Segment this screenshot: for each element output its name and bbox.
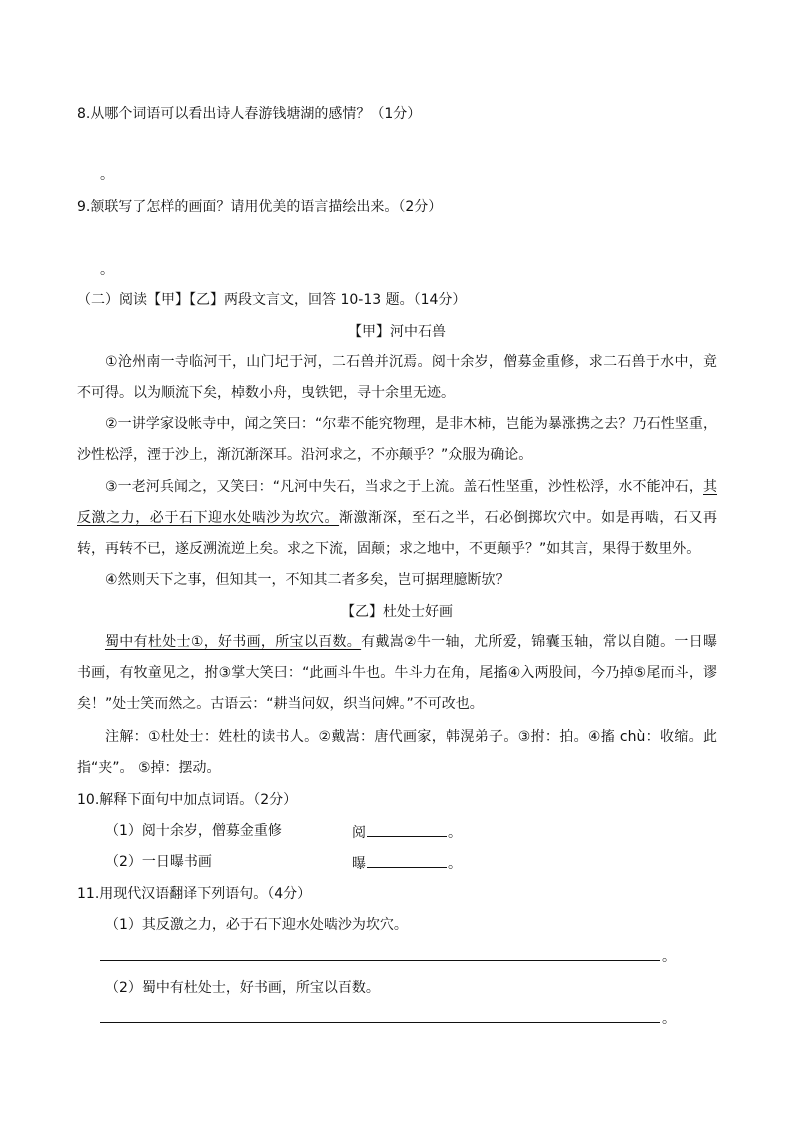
passage-yi-para-1 — [77, 627, 717, 720]
q10-item-2-answer — [352, 853, 462, 873]
para-3-lead: ③一老河兵闻之，又笑曰：“凡河中失石，当求之于上流。盖石性坚重，沙性松浮，水不能冲石， — [105, 479, 703, 495]
q11-item-1: （1）其反激之力，必于石下迎水处啮沙为坎穴。 — [105, 917, 408, 933]
answer-end-mark: 。 — [100, 167, 114, 183]
passage-jia-para-2: ②一讲学家设帐寺中，闻之笑曰：“尔辈不能究物理，是非木柿，岂能为暴涨携之去？乃石性坚重，沙性松浮，湮于沙上，渐沉渐深耳。沿河求之，不亦颠乎？”众服为确论。 — [77, 416, 717, 463]
q10-item-1-answer — [352, 822, 462, 842]
passage-jia-title: 【甲】河中石兽 — [348, 324, 446, 340]
question-11: 11.用现代汉语翻译下列语句。（4分） — [77, 886, 312, 902]
answer-end-mark: 。 — [662, 949, 676, 965]
passage-jia-para-3 — [77, 472, 717, 565]
q10-item-2: （2）一日曝书画 — [105, 854, 212, 870]
underlined-sentence: 蜀中有杜处士①，好书画，所宝以百数。 — [105, 634, 362, 650]
answer-end-mark: 。 — [662, 1011, 676, 1027]
answer-end-mark: 。 — [100, 262, 114, 278]
question-8: 8.从哪个词语可以看出诗人春游钱塘湖的感情？（1分） — [77, 106, 422, 122]
question-10: 10.解释下面句中加点词语。（2分） — [77, 792, 298, 808]
para-3-rest: 渐激渐深，至石之半，石必倒掷坎穴中。如是再啮，石又再转，再转不已，遂反溯流逆上矣。求之下流，固颠；求之地中，不更颠乎？”如其言，果得于数里外。 — [77, 510, 717, 557]
passage-yi-title: 【乙】杜处士好画 — [341, 604, 453, 620]
passage-yi-notes: 注解：①杜处士：姓杜的读书人。②戴嵩：唐代画家，韩滉弟子。③拊：拍。④搐 chù：收缩。此指“夹”。 ⑤掉：摆动。 — [77, 729, 717, 776]
underlined-sentence: 其反激之力，必于石下迎水处啮沙为坎穴。 — [77, 479, 717, 526]
passage-jia-para-1: ①沧州南一寺临河干，山门圮于河，二石兽并沉焉。阅十余岁，僧募金重修，求二石兽于水中，竟不可得。以为顺流下矣，棹数小舟，曳铁钯，寻十余里无迹。 — [77, 354, 717, 401]
answer-blank[interactable] — [367, 822, 447, 837]
q10-item-2-word: 曝 — [352, 856, 366, 872]
para-1-rest: 有戴嵩②牛一轴，尤所爱，锦囊玉轴，常以自随。一日曝书画，有牧童见之，拊③掌大笑曰：“此画斗牛也。牛斗力在角，尾搐④入两股间，今乃掉⑤尾而斗，谬矣！”处士笑而然之。古语云：“耕当问奴，织当问婢。”不可改也。 — [77, 634, 717, 712]
q10-item-1-word: 阅 — [352, 825, 366, 841]
answer-end-mark: 。 — [448, 825, 462, 841]
answer-line[interactable] — [100, 1022, 660, 1023]
answer-blank[interactable] — [367, 853, 447, 868]
passage-jia-para-4: ④然则天下之事，但知其一，不知其二者多矣，岂可据理臆断欤？ — [105, 572, 510, 588]
answer-line[interactable] — [100, 960, 660, 961]
question-9: 9.颔联写了怎样的画面？请用优美的语言描绘出来。（2分） — [77, 199, 443, 215]
q10-item-1: （1）阅十余岁，僧募金重修 — [105, 823, 282, 839]
answer-end-mark: 。 — [448, 856, 462, 872]
q11-item-2: （2）蜀中有杜处士，好书画，所宝以百数。 — [105, 980, 380, 996]
section-heading: （二）阅读【甲】【乙】两段文言文，回答 10-13 题。（14分） — [77, 292, 467, 308]
